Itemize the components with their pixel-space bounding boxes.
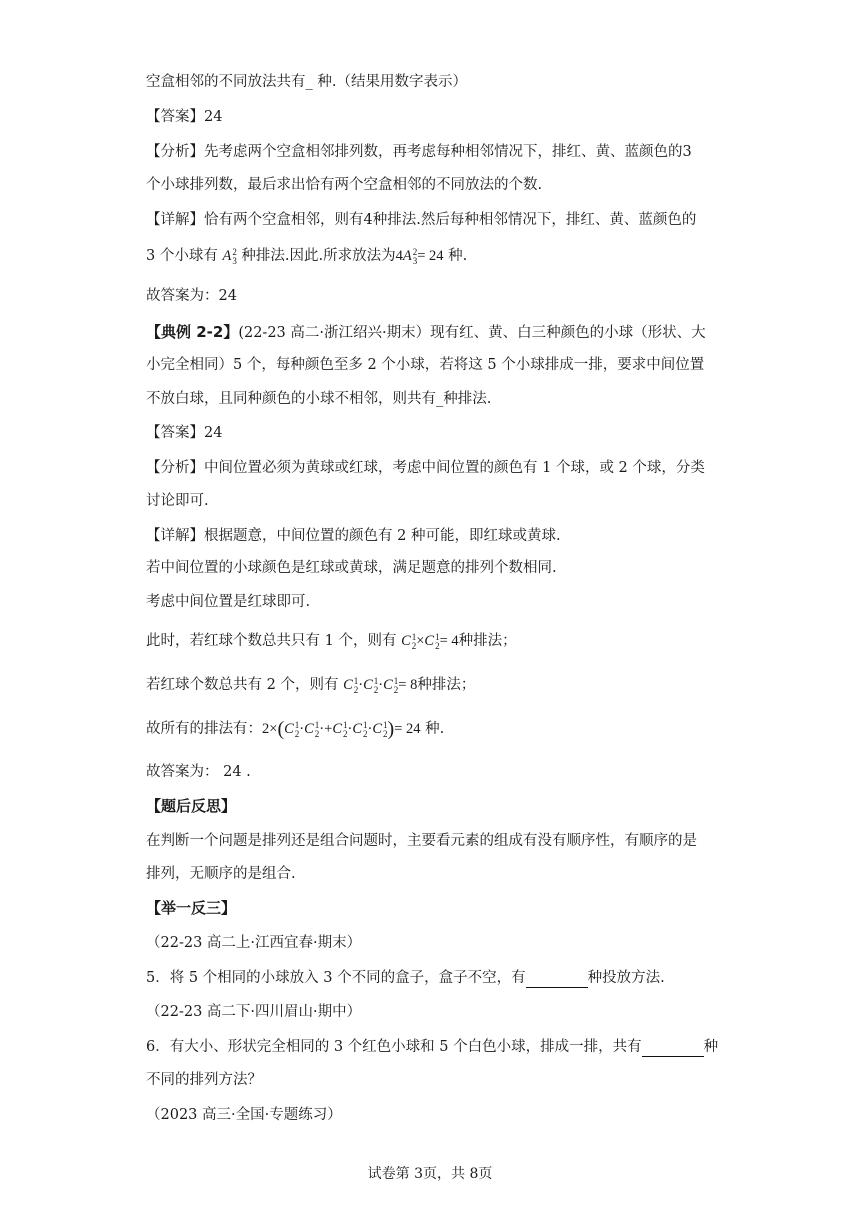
answer-line: 【答案】24 bbox=[146, 425, 223, 441]
formula-line: 若红球个数总共有 2 个，则有 C 1 2 ·C 1 2 ·C 1 2 = 8种排法； bbox=[146, 675, 476, 695]
source-line: （22-23 高二上·江西宜春·期末） bbox=[146, 935, 362, 951]
final-answer-line: 故答案为：24 bbox=[146, 288, 237, 304]
answer-line: 【答案】24 bbox=[146, 109, 223, 125]
source-line: （2023 高三·全国·专题练习） bbox=[146, 1107, 342, 1123]
example-line: 不放白球，且同种颜色的小球不相邻，则共有_种排法. bbox=[146, 391, 492, 407]
analysis-line: 【分析】先考虑两个空盒相邻排列数，再考虑每种相邻情况下，排红、黄、蓝颜色的3 bbox=[146, 144, 692, 160]
detail-line: 【详解】根据题意，中间位置的颜色有 2 种可能，即红球或黄球. bbox=[146, 528, 561, 544]
example-line: 【典例 2-2】(22-23 高二·浙江绍兴·期末）现有红、黄、白三种颜色的小球（形状、大 bbox=[146, 323, 706, 341]
page-footer: 试卷第 3页，共 8页 bbox=[367, 1166, 493, 1182]
text-line: 若中间位置的小球颜色是红球或黄球，满足题意的排列个数相同. bbox=[146, 560, 557, 576]
math-eq1: 4A 2 3 = 24 bbox=[395, 246, 444, 266]
formula-line: 故所有的排法有：2×(C 1 2 ·C 1 2 ·+C 1 2 ·C 1 2 ·C 1 2 )= 24 种. bbox=[146, 718, 445, 740]
question-5: 5．将 5 个相同的小球放入 3 个不同的盒子，盒子不空，有 种投放方法. bbox=[146, 970, 665, 986]
analysis-line: 讨论即可. bbox=[146, 493, 209, 509]
math-A32: A 2 3 bbox=[222, 246, 237, 266]
question-6-cont: 不同的排列方法？ bbox=[146, 1072, 262, 1088]
example-line: 小完全相同）5 个，每种颜色至多 2 个小球，若将这 5 个小球排成一排，要求中间位置 bbox=[146, 357, 705, 373]
formula-line: 此时，若红球个数总共只有 1 个，则有 C 1 2 ×C 1 2 = 4种排法； bbox=[146, 631, 517, 651]
math-total: 2×(C 1 2 ·C 1 2 ·+C 1 2 ·C 1 2 ·C 1 2 )= 24 bbox=[262, 718, 421, 740]
answer-blank[interactable] bbox=[526, 971, 588, 988]
text-line: 排列，无顺序的是组合. bbox=[146, 866, 296, 882]
analysis-line: 【分析】中间位置必须为黄球或红球，考虑中间位置的颜色有 1 个球，或 2 个球，分类 bbox=[146, 460, 705, 476]
text-line: 在判断一个问题是排列还是组合问题时，主要看元素的组成有没有顺序性，有顺序的是 bbox=[146, 833, 697, 849]
analysis-line: 个小球排列数，最后求出恰有两个空盒相邻的不同放法的个数. bbox=[146, 177, 543, 193]
source-line: （22-23 高二下·四川眉山·期中） bbox=[146, 1004, 362, 1020]
detail-line: 【详解】恰有两个空盒相邻，则有4种排法.然后每种相邻情况下，排红、黄、蓝颜色的 bbox=[146, 212, 697, 228]
math-c-product: C 1 2 ×C 1 2 = 4 bbox=[401, 631, 459, 651]
section-heading-practice: 【举一反三】 bbox=[146, 899, 237, 917]
detail-formula-line: 3 个小球有 A 2 3 种排法.因此.所求放法为4A 2 3 = 24 种. bbox=[146, 246, 468, 266]
text-line: 考虑中间位置是红球即可. bbox=[146, 594, 311, 610]
section-heading-reflection: 【题后反思】 bbox=[146, 797, 237, 815]
text-line: 空盒相邻的不同放法共有_ 种.（结果用数字表示） bbox=[146, 74, 467, 90]
math-c-triple: C 1 2 ·C 1 2 ·C 1 2 = 8 bbox=[343, 675, 418, 695]
final-answer-line: 故答案为： 24 . bbox=[146, 764, 251, 780]
question-6: 6．有大小、形状完全相同的 3 个红色小球和 5 个白色小球，排成一排，共有 种 bbox=[146, 1039, 719, 1055]
answer-blank[interactable] bbox=[642, 1040, 704, 1057]
